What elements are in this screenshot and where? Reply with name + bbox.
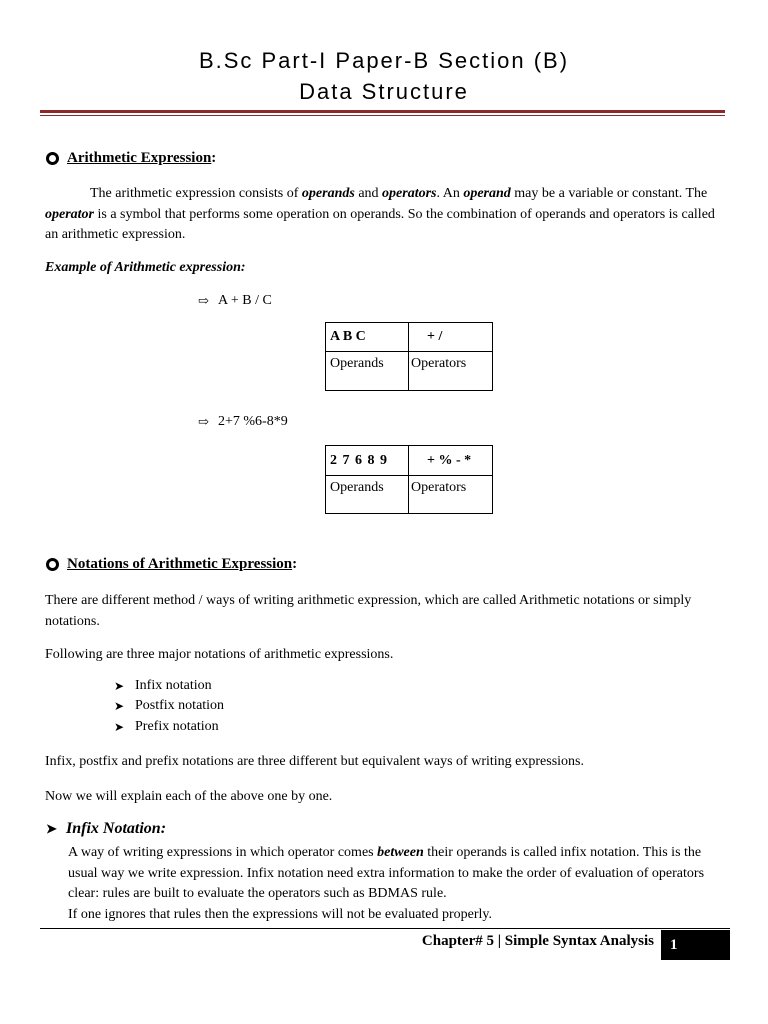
example-2-table [325,445,493,514]
example-label: Example of Arithmetic expression: [45,260,246,275]
heading-colon: : [292,556,298,572]
text-run: may be a variable or constant. The [510,186,708,201]
arrowhead-bullet-icon: ➤ [114,719,125,734]
emphasis-operators: operators [382,186,437,201]
list-item-text: Prefix notation [135,719,219,734]
text-run: and [354,186,383,201]
arrow-right-icon: ⇨ [198,414,209,429]
section-heading-text: Arithmetic Expression [67,150,212,166]
header-divider [40,110,725,113]
infix-heading [46,820,166,838]
text-run: The arithmetic expression consists of [90,186,302,201]
operators-value-cell: + / [409,323,493,352]
paragraph-explain: Now we will explain each of the above one by one. [45,789,333,804]
section-heading-arithmetic-expression [46,150,216,167]
footer-chapter: Chapter# 5 | Simple Syntax Analysis [421,933,654,949]
arrowhead-bullet-icon: ➤ [114,698,125,713]
example-2-expression [198,414,288,430]
section-heading-notations [46,556,297,573]
arrowhead-bullet-icon: ➤ [114,678,125,693]
list-item-text: Infix notation [135,678,212,693]
text-run: A way of writing expressions in which operator comes [68,845,378,860]
emphasis-operand: operand [463,186,511,201]
document-subtitle: Data Structure [299,79,469,104]
list-item [114,719,219,735]
arrow-right-icon: ⇨ [198,293,209,308]
document-title: B.Sc Part-I Paper-B Section (B) [198,48,570,73]
list-item-text: Postfix notation [135,698,225,713]
infix-heading-text: Infix Notation: [66,820,167,837]
page-number: 1 [661,930,730,960]
paragraph-infix-definition [68,843,718,905]
operands-value-cell: 2 7 6 8 9 [326,446,409,476]
emphasis-between: between [377,845,424,860]
operands-label-cell: Operands [326,476,409,514]
arrowhead-bullet-icon: ➤ [46,821,57,836]
text-run: their operands is called infix notation. This is the usual way we write expression. Infix notation need extra information to make the order of evaluation of operators clear: rules are built to evaluate the operators such as BDMAS rule. [68,845,705,901]
paragraph-equivalent: Infix, postfix and prefix notations are three different but equivalent ways of writing expressions. [45,754,584,769]
operands-value-cell: A B C [326,323,409,352]
text-run: . An [436,186,464,201]
section-heading-text: Notations of Arithmetic Expression [67,556,293,572]
paragraph-infix-note: If one ignores that rules then the expressions will not be evaluated properly. [68,907,493,922]
paragraph-major-notations: Following are three major notations of arithmetic expressions. [45,647,394,662]
header-divider-thin [40,115,725,116]
list-item [114,678,212,694]
example-1-table [325,322,493,391]
emphasis-operands: operands [301,186,355,201]
circle-bullet-icon [46,152,59,165]
list-item [114,698,224,714]
expression-text: 2+7 %6-8*9 [218,414,288,429]
operators-label-cell: Operators [409,476,493,514]
example-1-expression [198,293,272,309]
paragraph-definition [45,184,717,246]
expression-text: A + B / C [218,293,272,308]
operators-label-cell: Operators [409,352,493,391]
operands-label-cell: Operands [326,352,409,391]
heading-colon: : [211,150,217,166]
paragraph-notations-intro: There are different method / ways of writing arithmetic expression, which are called Arithmetic notations or simply notations. [45,593,692,629]
text-run: is a symbol that performs some operation on operands. So the combination of operands and operators is called an arithmetic expression. [45,206,715,242]
emphasis-operator: operator [45,206,94,222]
footer-divider [40,928,730,929]
operators-value-cell: + % - * [409,446,493,476]
circle-bullet-icon [46,558,59,571]
